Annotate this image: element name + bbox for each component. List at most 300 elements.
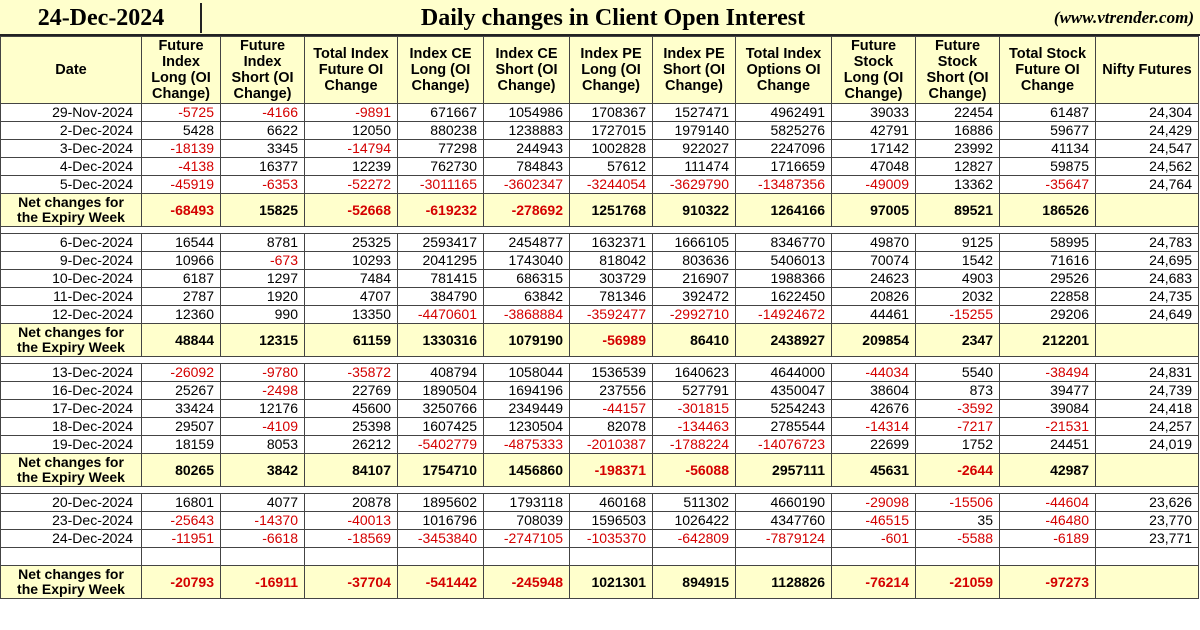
table-cell: 1026422 (653, 512, 736, 530)
table-cell: -25643 (142, 512, 221, 530)
table-cell: 12239 (305, 158, 398, 176)
table-cell: -301815 (653, 400, 736, 418)
column-header-row (1, 37, 1199, 104)
table-cell (484, 548, 570, 566)
net-change-row (1, 324, 1199, 357)
net-change-cell: -245948 (484, 566, 570, 599)
table-cell: -3629790 (653, 176, 736, 194)
table-cell: 20878 (305, 494, 398, 512)
table-cell: -40013 (305, 512, 398, 530)
table-cell: 1716659 (736, 158, 832, 176)
group-spacer (1, 227, 1199, 234)
table-cell: 59875 (1000, 158, 1096, 176)
net-change-cell (1096, 566, 1199, 599)
table-cell: 111474 (653, 158, 736, 176)
net-change-cell: 1264166 (736, 194, 832, 227)
table-row (1, 494, 1199, 512)
table-cell: 39084 (1000, 400, 1096, 418)
table-cell: -7217 (916, 418, 1000, 436)
table-cell: 44461 (832, 306, 916, 324)
table-cell: 1002828 (570, 140, 653, 158)
row-date: 6-Dec-2024 (1, 234, 142, 252)
table-cell: 762730 (398, 158, 484, 176)
table-cell: 24,562 (1096, 158, 1199, 176)
table-cell: -6353 (221, 176, 305, 194)
table-cell: 2247096 (736, 140, 832, 158)
net-change-label: Net changes for the Expiry Week (1, 454, 142, 487)
table-cell: 1054986 (484, 104, 570, 122)
table-cell (736, 548, 832, 566)
table-cell: -9780 (221, 364, 305, 382)
table-cell: -3868884 (484, 306, 570, 324)
table-cell: -9891 (305, 104, 398, 122)
table-cell: 686315 (484, 270, 570, 288)
row-date: 12-Dec-2024 (1, 306, 142, 324)
spacer-cell (1, 227, 1199, 234)
net-change-cell: -37704 (305, 566, 398, 599)
table-cell: 880238 (398, 122, 484, 140)
row-date: 29-Nov-2024 (1, 104, 142, 122)
table-cell: -18139 (142, 140, 221, 158)
table-cell: 392472 (653, 288, 736, 306)
row-date: 5-Dec-2024 (1, 176, 142, 194)
table-cell: -601 (832, 530, 916, 548)
row-date: 23-Dec-2024 (1, 512, 142, 530)
net-change-cell: -56088 (653, 454, 736, 487)
net-change-cell: 12315 (221, 324, 305, 357)
table-row (1, 140, 1199, 158)
table-cell: -44604 (1000, 494, 1096, 512)
table-cell: 1708367 (570, 104, 653, 122)
table-cell: -5725 (142, 104, 221, 122)
table-cell: 2787 (142, 288, 221, 306)
table-cell: 22858 (1000, 288, 1096, 306)
net-change-cell: 84107 (305, 454, 398, 487)
site-watermark: (www.vtrender.com) (1053, 8, 1194, 27)
table-cell: 5540 (916, 364, 1000, 382)
table-cell: 24,019 (1096, 436, 1199, 454)
table-cell: 1596503 (570, 512, 653, 530)
table-cell: 1752 (916, 436, 1000, 454)
table-cell: -14370 (221, 512, 305, 530)
net-change-label: Net changes for the Expiry Week (1, 194, 142, 227)
table-cell: 20826 (832, 288, 916, 306)
net-change-cell: 42987 (1000, 454, 1096, 487)
row-date: 3-Dec-2024 (1, 140, 142, 158)
table-cell: 35 (916, 512, 1000, 530)
table-cell: 10293 (305, 252, 398, 270)
table-cell: 16886 (916, 122, 1000, 140)
table-cell: 818042 (570, 252, 653, 270)
table-cell: 781415 (398, 270, 484, 288)
row-date: 4-Dec-2024 (1, 158, 142, 176)
table-cell: 1632371 (570, 234, 653, 252)
table-cell: 1988366 (736, 270, 832, 288)
net-change-cell: -97273 (1000, 566, 1096, 599)
table-cell: -5402779 (398, 436, 484, 454)
table-cell: -3592477 (570, 306, 653, 324)
table-cell: 59677 (1000, 122, 1096, 140)
table-cell: 1058044 (484, 364, 570, 382)
table-cell: 1607425 (398, 418, 484, 436)
net-change-cell: 212201 (1000, 324, 1096, 357)
table-cell: -21531 (1000, 418, 1096, 436)
net-change-cell: 80265 (142, 454, 221, 487)
table-cell: 1727015 (570, 122, 653, 140)
table-cell: 25325 (305, 234, 398, 252)
table-cell: -26092 (142, 364, 221, 382)
table-cell: 2032 (916, 288, 1000, 306)
table-cell: 4962491 (736, 104, 832, 122)
table-cell: 5428 (142, 122, 221, 140)
table-cell: 1297 (221, 270, 305, 288)
table-cell: 22454 (916, 104, 1000, 122)
column-header: Index CE Short (OI Change) (484, 37, 570, 104)
table-cell: 384790 (398, 288, 484, 306)
net-change-cell: 89521 (916, 194, 1000, 227)
table-cell: 24,831 (1096, 364, 1199, 382)
table-cell: 12360 (142, 306, 221, 324)
table-cell (916, 548, 1000, 566)
table-cell: 4347760 (736, 512, 832, 530)
report-date: 24-Dec-2024 (2, 3, 202, 33)
net-change-cell: 97005 (832, 194, 916, 227)
spacer-cell (1, 357, 1199, 364)
table-cell: 1694196 (484, 382, 570, 400)
row-date: 11-Dec-2024 (1, 288, 142, 306)
table-cell: 1622450 (736, 288, 832, 306)
table-cell: 1793118 (484, 494, 570, 512)
table-cell: 1979140 (653, 122, 736, 140)
table-cell: 42791 (832, 122, 916, 140)
net-change-cell: 910322 (653, 194, 736, 227)
table-cell: 58995 (1000, 234, 1096, 252)
table-cell: 25398 (305, 418, 398, 436)
table-cell: 2454877 (484, 234, 570, 252)
table-cell: 82078 (570, 418, 653, 436)
table-cell: 803636 (653, 252, 736, 270)
table-row (1, 512, 1199, 530)
table-cell: 4350047 (736, 382, 832, 400)
table-cell: 7484 (305, 270, 398, 288)
table-row (1, 418, 1199, 436)
table-cell: 38604 (832, 382, 916, 400)
table-cell: -29098 (832, 494, 916, 512)
table-cell: -13487356 (736, 176, 832, 194)
net-change-cell: 15825 (221, 194, 305, 227)
table-cell: 990 (221, 306, 305, 324)
table-cell: 61487 (1000, 104, 1096, 122)
net-change-cell: -16911 (221, 566, 305, 599)
net-change-cell: 48844 (142, 324, 221, 357)
table-cell: 39477 (1000, 382, 1096, 400)
table-cell: 3345 (221, 140, 305, 158)
table-cell: -44034 (832, 364, 916, 382)
table-cell: 24,783 (1096, 234, 1199, 252)
table-cell: 23,770 (1096, 512, 1199, 530)
table-cell: -3592 (916, 400, 1000, 418)
table-cell: 70074 (832, 252, 916, 270)
net-change-label: Net changes for the Expiry Week (1, 566, 142, 599)
table-cell: 71616 (1000, 252, 1096, 270)
oi-table (0, 36, 1199, 599)
table-cell: 77298 (398, 140, 484, 158)
column-header: Future Stock Short (OI Change) (916, 37, 1000, 104)
net-change-cell: 1128826 (736, 566, 832, 599)
table-row (1, 382, 1199, 400)
table-cell: -2010387 (570, 436, 653, 454)
table-cell: 460168 (570, 494, 653, 512)
column-header: Future Stock Long (OI Change) (832, 37, 916, 104)
table-cell: 6622 (221, 122, 305, 140)
net-change-cell: 45631 (832, 454, 916, 487)
report-title: Daily changes in Client Open Interest (420, 5, 806, 31)
net-change-cell: -278692 (484, 194, 570, 227)
table-cell: 922027 (653, 140, 736, 158)
table-row (1, 548, 1199, 566)
table-cell: 1016796 (398, 512, 484, 530)
table-cell (305, 548, 398, 566)
table-row (1, 104, 1199, 122)
table-cell: 18159 (142, 436, 221, 454)
table-cell: -14314 (832, 418, 916, 436)
table-cell: 45600 (305, 400, 398, 418)
column-header: Total Index Future OI Change (305, 37, 398, 104)
row-date: 16-Dec-2024 (1, 382, 142, 400)
table-cell: 1640623 (653, 364, 736, 382)
net-change-cell: 2957111 (736, 454, 832, 487)
net-change-cell (1096, 324, 1199, 357)
row-date: 10-Dec-2024 (1, 270, 142, 288)
table-cell: -35872 (305, 364, 398, 382)
table-cell: -134463 (653, 418, 736, 436)
table-cell: 39033 (832, 104, 916, 122)
table-cell: 23,771 (1096, 530, 1199, 548)
net-change-cell: -619232 (398, 194, 484, 227)
net-change-label: Net changes for the Expiry Week (1, 324, 142, 357)
table-cell: 24,418 (1096, 400, 1199, 418)
table-cell: 2349449 (484, 400, 570, 418)
group-spacer (1, 487, 1199, 494)
table-cell: 24,695 (1096, 252, 1199, 270)
table-cell (1096, 548, 1199, 566)
table-cell (221, 548, 305, 566)
table-cell: -2747105 (484, 530, 570, 548)
table-cell: 784843 (484, 158, 570, 176)
net-change-cell: 1079190 (484, 324, 570, 357)
table-cell: 1666105 (653, 234, 736, 252)
row-date: 24-Dec-2024 (1, 530, 142, 548)
table-cell: 708039 (484, 512, 570, 530)
table-cell: 24,304 (1096, 104, 1199, 122)
table-cell: -6618 (221, 530, 305, 548)
table-cell: -2992710 (653, 306, 736, 324)
table-cell: -38494 (1000, 364, 1096, 382)
table-row (1, 306, 1199, 324)
table-cell: 8346770 (736, 234, 832, 252)
table-cell (570, 548, 653, 566)
table-row (1, 436, 1199, 454)
table-row (1, 122, 1199, 140)
table-cell: 26212 (305, 436, 398, 454)
table-cell: -44157 (570, 400, 653, 418)
table-cell: -45919 (142, 176, 221, 194)
table-cell: -14794 (305, 140, 398, 158)
net-change-cell: 1456860 (484, 454, 570, 487)
table-cell: 24,764 (1096, 176, 1199, 194)
table-cell: 1238883 (484, 122, 570, 140)
table-cell: 16377 (221, 158, 305, 176)
table-cell: 16544 (142, 234, 221, 252)
table-cell: -14076723 (736, 436, 832, 454)
row-date: 13-Dec-2024 (1, 364, 142, 382)
table-cell: 24,735 (1096, 288, 1199, 306)
table-cell: -3244054 (570, 176, 653, 194)
table-cell: 4903 (916, 270, 1000, 288)
net-change-cell: -541442 (398, 566, 484, 599)
table-cell: -4875333 (484, 436, 570, 454)
row-date: 20-Dec-2024 (1, 494, 142, 512)
table-cell: 24,257 (1096, 418, 1199, 436)
column-header: Index CE Long (OI Change) (398, 37, 484, 104)
table-row (1, 364, 1199, 382)
table-cell: -3011165 (398, 176, 484, 194)
table-cell: 1230504 (484, 418, 570, 436)
net-change-cell: 2347 (916, 324, 1000, 357)
column-header: Total Stock Future OI Change (1000, 37, 1096, 104)
net-change-cell: 1251768 (570, 194, 653, 227)
table-cell: -46480 (1000, 512, 1096, 530)
table-cell: 408794 (398, 364, 484, 382)
table-cell: -1788224 (653, 436, 736, 454)
row-date: 19-Dec-2024 (1, 436, 142, 454)
table-cell: 29526 (1000, 270, 1096, 288)
net-change-cell: 209854 (832, 324, 916, 357)
spacer-cell (1, 487, 1199, 494)
table-cell: 22699 (832, 436, 916, 454)
table-cell: 23992 (916, 140, 1000, 158)
table-cell: -6189 (1000, 530, 1096, 548)
table-cell: -2498 (221, 382, 305, 400)
net-change-cell: 186526 (1000, 194, 1096, 227)
table-cell: 781346 (570, 288, 653, 306)
table-cell: 29507 (142, 418, 221, 436)
group-spacer (1, 357, 1199, 364)
net-change-row (1, 454, 1199, 487)
table-row (1, 270, 1199, 288)
table-cell: 303729 (570, 270, 653, 288)
net-change-cell: 1754710 (398, 454, 484, 487)
net-change-cell: 3842 (221, 454, 305, 487)
table-cell: 216907 (653, 270, 736, 288)
row-date: 17-Dec-2024 (1, 400, 142, 418)
column-header: Total Index Options OI Change (736, 37, 832, 104)
table-cell: 527791 (653, 382, 736, 400)
table-cell: 13350 (305, 306, 398, 324)
column-header: Index PE Short (OI Change) (653, 37, 736, 104)
table-cell: -4109 (221, 418, 305, 436)
table-cell: 41134 (1000, 140, 1096, 158)
row-date: 9-Dec-2024 (1, 252, 142, 270)
net-change-cell: -20793 (142, 566, 221, 599)
column-header: Nifty Futures (1096, 37, 1199, 104)
table-cell: 13362 (916, 176, 1000, 194)
table-cell: 17142 (832, 140, 916, 158)
net-change-cell (1096, 194, 1199, 227)
net-change-cell: 61159 (305, 324, 398, 357)
table-cell: 22769 (305, 382, 398, 400)
net-change-cell (1096, 454, 1199, 487)
table-cell: 63842 (484, 288, 570, 306)
table-cell: -11951 (142, 530, 221, 548)
table-cell: 6187 (142, 270, 221, 288)
table-cell: -3602347 (484, 176, 570, 194)
table-cell (398, 548, 484, 566)
table-cell: 2785544 (736, 418, 832, 436)
table-cell: 244943 (484, 140, 570, 158)
table-cell: 5406013 (736, 252, 832, 270)
net-change-cell: 86410 (653, 324, 736, 357)
table-cell: 12827 (916, 158, 1000, 176)
table-cell: 511302 (653, 494, 736, 512)
table-cell: 1743040 (484, 252, 570, 270)
net-change-cell: -76214 (832, 566, 916, 599)
column-header: Index PE Long (OI Change) (570, 37, 653, 104)
table-cell: -7879124 (736, 530, 832, 548)
net-change-row (1, 194, 1199, 227)
table-cell (832, 548, 916, 566)
net-change-cell: -52668 (305, 194, 398, 227)
column-header: Date (1, 37, 142, 104)
table-cell: 10966 (142, 252, 221, 270)
table-cell (142, 548, 221, 566)
table-cell: 873 (916, 382, 1000, 400)
report-header (0, 0, 1200, 36)
net-change-cell: -2644 (916, 454, 1000, 487)
table-cell: 4077 (221, 494, 305, 512)
table-row (1, 234, 1199, 252)
table-cell: 24,649 (1096, 306, 1199, 324)
table-row (1, 530, 1199, 548)
table-row (1, 176, 1199, 194)
table-cell: 1890504 (398, 382, 484, 400)
table-row (1, 288, 1199, 306)
table-cell: -46515 (832, 512, 916, 530)
table-cell: 24,547 (1096, 140, 1199, 158)
table-row (1, 158, 1199, 176)
table-cell (1000, 548, 1096, 566)
table-cell: 12050 (305, 122, 398, 140)
table-cell: 1920 (221, 288, 305, 306)
table-cell: 8053 (221, 436, 305, 454)
table-cell: 57612 (570, 158, 653, 176)
table-cell: 24,683 (1096, 270, 1199, 288)
table-cell: 1536539 (570, 364, 653, 382)
table-cell: 29206 (1000, 306, 1096, 324)
table-cell: 24623 (832, 270, 916, 288)
table-cell: 1542 (916, 252, 1000, 270)
table-cell: 9125 (916, 234, 1000, 252)
table-cell: -18569 (305, 530, 398, 548)
table-cell: 2593417 (398, 234, 484, 252)
net-change-cell: 1330316 (398, 324, 484, 357)
table-cell: -52272 (305, 176, 398, 194)
table-cell: -4166 (221, 104, 305, 122)
table-cell: 4707 (305, 288, 398, 306)
table-cell: -642809 (653, 530, 736, 548)
table-cell: 16801 (142, 494, 221, 512)
table-cell: 42676 (832, 400, 916, 418)
